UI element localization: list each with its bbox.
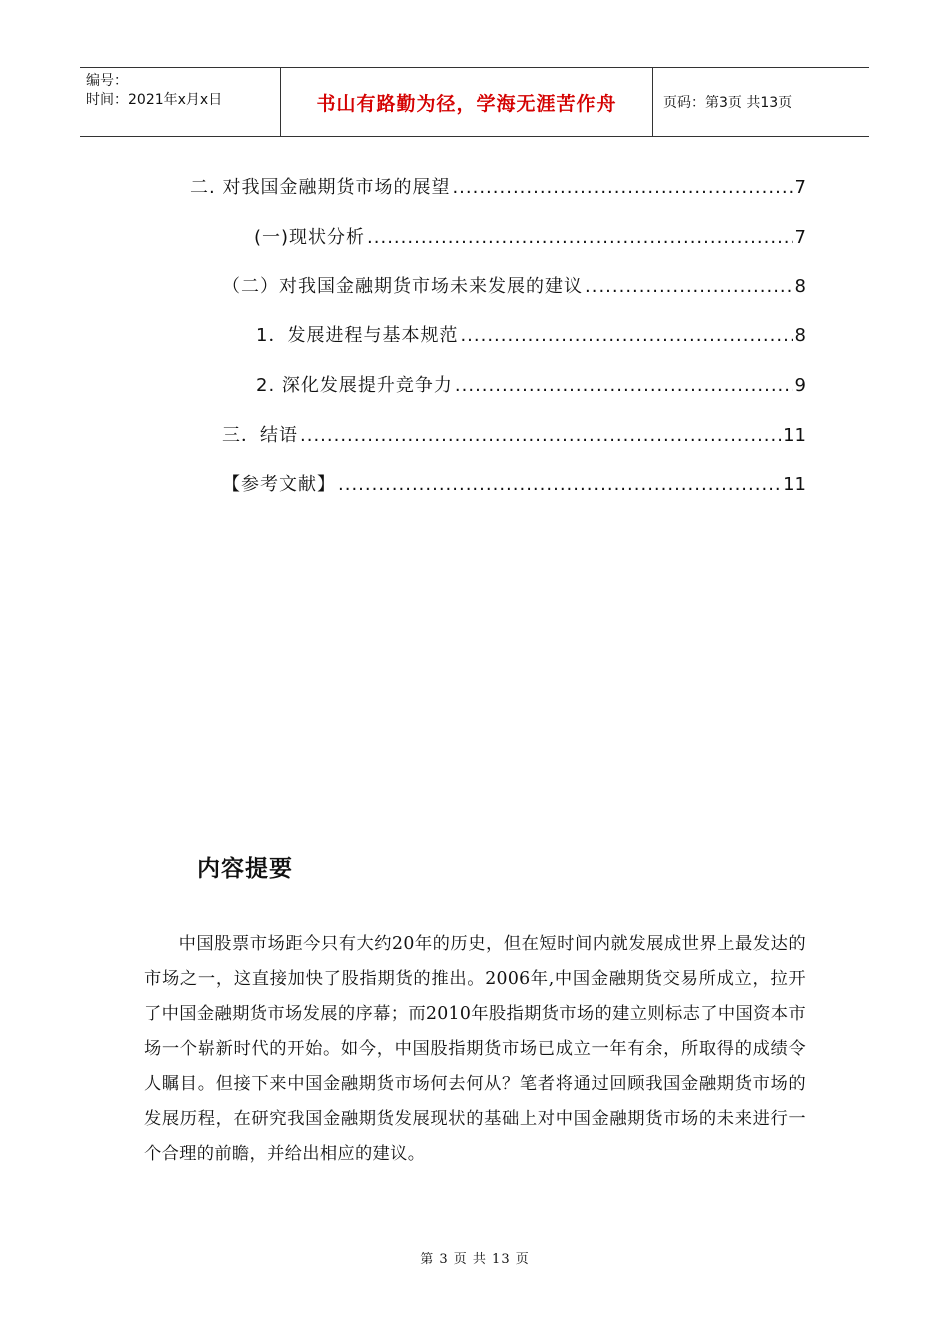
page-footer: 第 3 页 共 13 页	[420, 1252, 530, 1267]
toc-leader-dots	[460, 325, 792, 346]
toc-leader-dots	[367, 227, 793, 248]
toc-leader-dots	[455, 375, 793, 396]
toc-entry-title: 1．发展进程与基本规范	[256, 325, 459, 346]
header-motto: 书山有路勤为径，学海无涯苦作舟	[316, 92, 617, 115]
toc-entry-title: （二）对我国金融期货市场未来发展的建议	[222, 276, 583, 297]
header-meta	[80, 68, 281, 136]
summary-heading: 内容提要	[197, 856, 293, 882]
summary-paragraph: 中国股票市场距今只有大约20年的历史，但在短时间内就发展成世界上最发达的市场之一，这直接加快了股指期货的推出。2006年,中国金融期货交易所成立，拉开了中国金融期货市场发展的序幕；而2010年股指期货市场的建立则标志了中国资本市场一个崭新时代的开始。如今，中国股指期货市场已成立一年有余，所取得的成绩令人瞩目。但接下来中国金融期货市场何去何从？笔者将通过回顾我国金融期货市场的发展历程，在研究我国金融期货发展现状的基础上对中国金融期货市场的未来进行一个合理的前瞻，并给出相应的建议。	[144, 934, 806, 1164]
document-date-label: 时间：2021年x月x日	[86, 92, 223, 108]
header-page-info: 页码：第3页 共13页	[663, 95, 793, 111]
toc-leader-dots	[338, 474, 781, 495]
toc-entry-page: 9	[794, 375, 806, 396]
toc-entry-page: 8	[794, 325, 806, 346]
header-motto-cell	[281, 68, 653, 136]
toc-entry[interactable]	[190, 173, 806, 199]
toc-entry-title: 【参考文献】	[222, 474, 336, 495]
toc-entry-page: 8	[794, 276, 806, 297]
toc-leader-dots	[300, 425, 781, 446]
toc-entry-title: (一)现状分析	[254, 227, 366, 248]
toc-entry[interactable]	[222, 272, 806, 298]
toc-entry[interactable]	[254, 223, 806, 249]
toc-entry-title: 三．结语	[222, 425, 298, 446]
toc-entry-page: 11	[783, 474, 806, 495]
toc-entry[interactable]	[256, 371, 806, 397]
toc-entry[interactable]	[222, 421, 806, 447]
toc-entry[interactable]	[222, 470, 806, 496]
page-header	[80, 67, 869, 137]
toc-entry-page: 7	[794, 227, 806, 248]
toc-leader-dots	[585, 276, 793, 297]
toc-entry-page: 11	[783, 425, 806, 446]
document-number-label: 编号：	[86, 73, 128, 89]
toc-entry[interactable]	[256, 321, 806, 347]
toc-entry-page: 7	[794, 177, 806, 198]
toc-leader-dots	[452, 177, 792, 198]
toc-entry-title: 2. 深化发展提升竞争力	[256, 375, 453, 396]
toc-entry-title: 二. 对我国金融期货市场的展望	[190, 177, 451, 198]
